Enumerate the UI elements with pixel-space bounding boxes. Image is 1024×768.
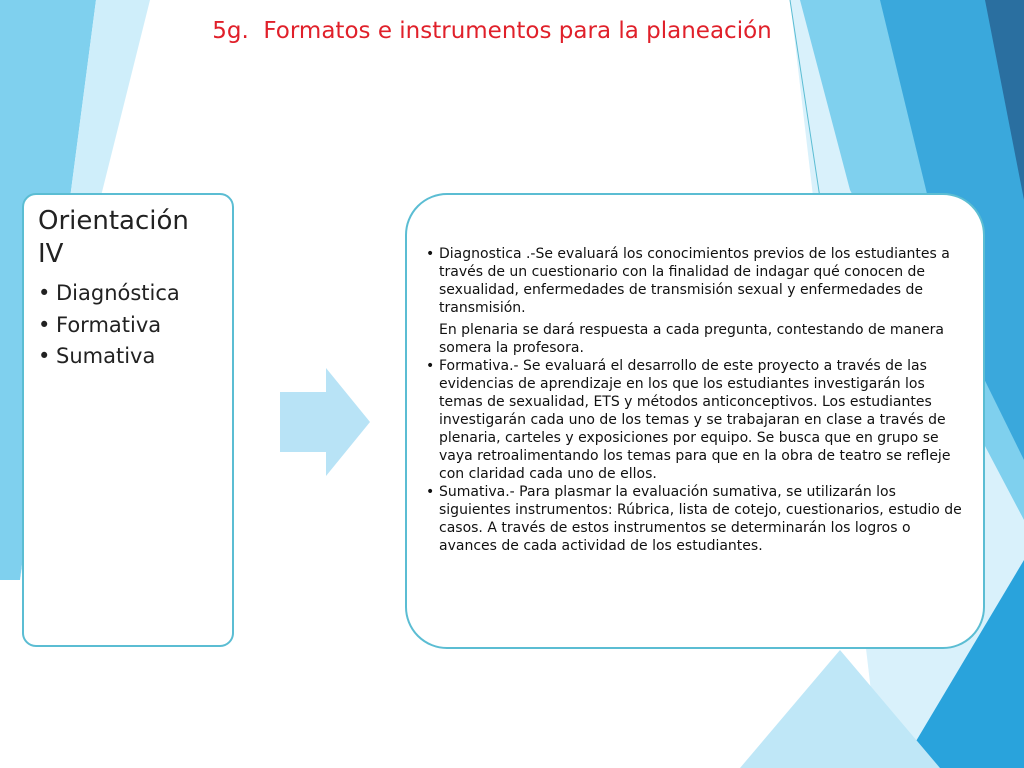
- evaluation-type-item: • Sumativa: [38, 341, 218, 373]
- evaluation-detail-text: • Formativa.- Se evaluará el desarrollo de este proyecto a través de las evidencias de aprendizaje en los que los estudiantes investigarán los temas de sexualidad, ETS y métodos anticonceptivos. Los estudiantes investigarán cada uno de los temas y se trabajaran en clase a través de plenaria, carteles y exposiciones por equipo. Se busca que en grupo se vaya retroalimentando los temas para que en la obra de teatro se refleje con claridad cada uno de ellos.: [439, 358, 951, 482]
- right-arrow-icon: [280, 368, 370, 476]
- evaluation-type-item: • Diagnóstica: [38, 278, 218, 310]
- evaluation-detail-panel: [405, 193, 985, 649]
- evaluation-detail-item-sumativa: [425, 483, 965, 555]
- evaluation-detail-item-formativa: [425, 357, 965, 483]
- evaluation-detail-text: • Sumativa.- Para plasmar la evaluación sumativa, se utilizarán los siguientes instrumentos: Rúbrica, lista de cotejo, cuestionarios, estudio de casos. A través de estos instrumentos se determinarán los logros o avances de cada actividad de los estudiantes.: [439, 484, 962, 554]
- evaluation-type-list: [38, 278, 218, 373]
- arrow-shape: [280, 368, 370, 476]
- page-title: 5g. Formatos e instrumentos para la planeación: [212, 18, 772, 44]
- evaluation-detail-text: • Diagnostica .-Se evaluará los conocimientos previos de los estudiantes a través de un cuestionario con la finalidad de indagar qué conocen de sexualidad, enfermedades de transmisión sexual y enfermedades de transmisión.: [439, 246, 950, 316]
- evaluation-detail-list: [425, 245, 965, 555]
- evaluation-detail-subtext: En plenaria se dará respuesta a cada pregunta, contestando de manera somera la profesora.: [439, 322, 944, 356]
- orientation-panel: [22, 193, 234, 647]
- orientation-heading: Orientación IV: [38, 206, 189, 269]
- evaluation-detail-item-diagnostica: [425, 245, 965, 357]
- evaluation-type-item: • Formativa: [38, 310, 218, 342]
